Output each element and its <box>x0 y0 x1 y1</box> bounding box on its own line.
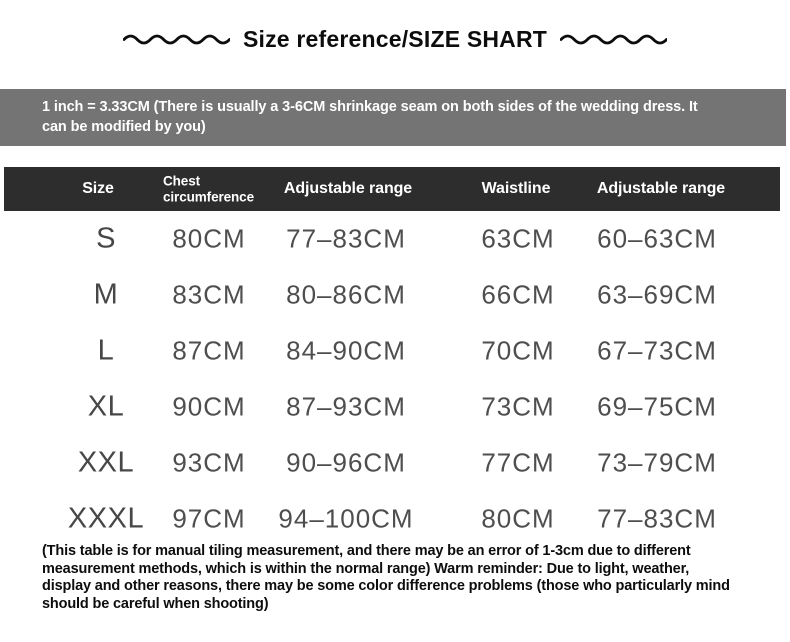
wave-decoration-right-icon <box>560 32 667 46</box>
waist-range-cell: 63–69CM <box>597 279 717 310</box>
size-cell: M <box>93 278 119 311</box>
table-header-row <box>4 167 780 211</box>
disclaimer-line-2: measurement methods, which is within the normal range) Warm reminder: Due to light, weather, <box>42 560 690 577</box>
column-header-chest: Chest circumference <box>163 173 254 204</box>
chest-range-cell: 80–86CM <box>286 279 406 310</box>
column-header-chest-range: Adjustable range <box>283 180 413 197</box>
table-row-m <box>4 267 780 323</box>
chest-range-cell: 94–100CM <box>278 503 414 534</box>
conversion-note-banner <box>0 89 786 146</box>
table-row-xxxl <box>4 491 780 547</box>
column-header-waistline-range: Adjustable range <box>596 180 726 197</box>
waist-cell: 70CM <box>481 335 555 366</box>
conversion-note-line-2: can be modified by you) <box>42 118 206 135</box>
size-cell: XXXL <box>67 502 145 535</box>
chest-range-cell: 77–83CM <box>286 223 406 254</box>
waist-cell: 77CM <box>481 447 555 478</box>
table-row-xxl <box>4 435 780 491</box>
disclaimer-line-3: display and other reasons, there may be some color difference problems (those who particularly mind <box>42 578 730 594</box>
column-header-size: Size <box>82 180 114 197</box>
title-row <box>0 20 790 58</box>
chest-range-cell: 90–96CM <box>286 447 406 478</box>
waist-range-cell: 60–63CM <box>597 223 717 254</box>
waist-cell: 80CM <box>481 503 555 534</box>
waist-range-cell: 73–79CM <box>597 447 717 478</box>
chest-cell: 80CM <box>172 223 246 254</box>
wave-decoration-left-icon <box>123 32 230 46</box>
table-row-xl <box>4 379 780 435</box>
disclaimer-line-1: (This table is for manual tiling measurement, and there may be an error of 1-3cm due to different <box>42 543 691 559</box>
chest-cell: 90CM <box>172 391 246 422</box>
chest-range-cell: 87–93CM <box>286 391 406 422</box>
size-cell: XL <box>87 390 125 423</box>
chest-cell: 87CM <box>172 335 246 366</box>
disclaimer-line-4: should be careful when shooting) <box>42 595 269 612</box>
chest-cell: 93CM <box>172 447 246 478</box>
conversion-note-line-1: 1 inch = 3.33CM (There is usually a 3-6CM shrinkage seam on both sides of the wedding dress. It <box>42 99 698 115</box>
measurement-disclaimer <box>42 543 772 613</box>
size-table-body <box>4 211 780 547</box>
page-title: Size reference/SIZE SHART <box>242 25 548 52</box>
column-header-waistline: Waistline <box>481 180 551 197</box>
chest-cell: 97CM <box>172 503 246 534</box>
waist-cell: 63CM <box>481 223 555 254</box>
waist-range-cell: 69–75CM <box>597 391 717 422</box>
table-row-l <box>4 323 780 379</box>
waist-cell: 73CM <box>481 391 555 422</box>
size-cell: L <box>97 334 115 367</box>
table-row-s <box>4 211 780 267</box>
size-cell: XXL <box>77 446 135 479</box>
size-cell: S <box>96 222 116 255</box>
chest-cell: 83CM <box>172 279 246 310</box>
waist-cell: 66CM <box>481 279 555 310</box>
waist-range-cell: 67–73CM <box>597 335 717 366</box>
waist-range-cell: 77–83CM <box>597 503 717 534</box>
chest-range-cell: 84–90CM <box>286 335 406 366</box>
